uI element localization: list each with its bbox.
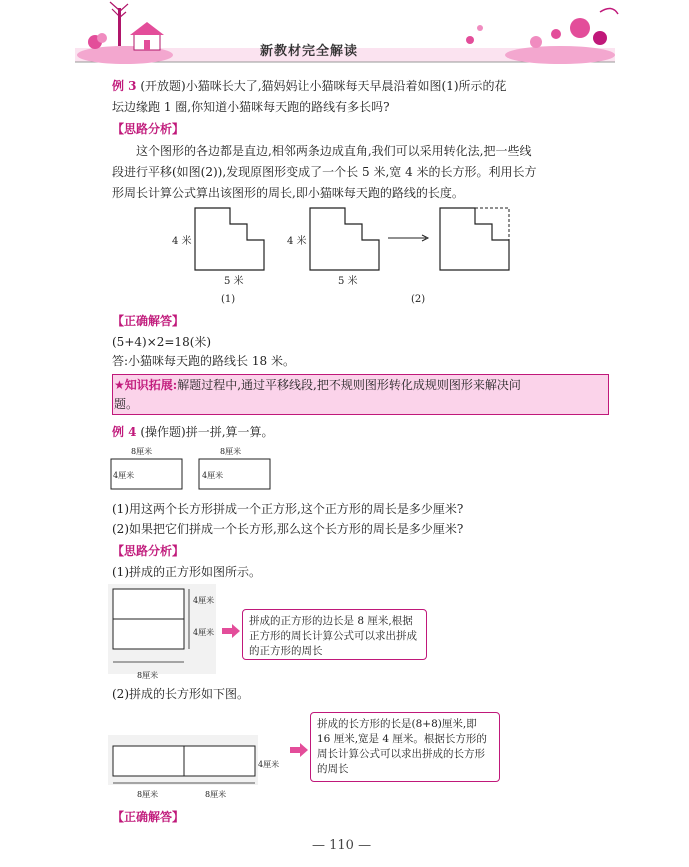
- example4-q1: (1)用这两个长方形拼成一个正方形,这个正方形的周长是多少厘米?: [112, 502, 464, 516]
- analysis1-line3: 形周长计算公式算出该图形的周长,即小猫咪每天跑的路线的长度。: [112, 186, 464, 200]
- example3-label: 例 3: [112, 79, 137, 93]
- rectangle-figure: [108, 735, 268, 795]
- fig1-height-label: 4 米: [172, 236, 192, 247]
- analysis1-heading: 【思路分析】: [112, 122, 185, 136]
- square-side-label-2: 4厘米: [193, 628, 215, 637]
- figure2-result-shape: [440, 208, 509, 270]
- example4-label: 例 4: [112, 425, 137, 439]
- header-decoration: [0, 0, 689, 72]
- rectangle-bottom-label-1: 8厘米: [137, 790, 159, 799]
- knowledge-label: 知识拓展:: [124, 378, 178, 392]
- analysis2-sub1: (1)拼成的正方形如图所示。: [112, 565, 261, 579]
- note2-arrow-icon: [290, 743, 310, 757]
- figure1-shape: [195, 208, 264, 270]
- rectangle-bottom-label-2: 8厘米: [205, 790, 227, 799]
- header-title: 新教材完全解读: [260, 44, 359, 59]
- analysis1-text: [112, 141, 612, 204]
- page-number: — 110 —: [312, 838, 372, 853]
- rectangle-right-part: [184, 746, 255, 776]
- answer1-formula: (5+4)×2=18(米): [112, 335, 212, 349]
- fig2-height-label: 4 米: [287, 236, 307, 247]
- square-side-label-1: 4厘米: [193, 596, 215, 605]
- rectangle-side-label: 4厘米: [258, 760, 280, 769]
- house-tree-illustration: [77, 2, 173, 64]
- fig-caption-2: (2): [411, 294, 426, 305]
- note1-arrow-icon: [222, 624, 242, 638]
- rectangle-left-part: [113, 746, 184, 776]
- square-top-rect: [113, 589, 184, 619]
- knowledge-line2: 题。: [114, 397, 139, 411]
- example4-header: [112, 422, 274, 443]
- knowledge-line1: 解题过程中,通过平移线段,把不规则图形转化成规则图形来解决问: [177, 378, 521, 392]
- example3-text-line2: 坛边缘跑 1 圈,你知道小猫咪每天跑的路线有多长吗?: [112, 100, 390, 114]
- rect-b-width: 8厘米: [220, 447, 242, 456]
- fig-caption-1: (1): [221, 294, 236, 305]
- answer1-heading: 【正确解答】: [112, 314, 185, 328]
- knowledge-text: [114, 376, 606, 414]
- example4-text: 拼一拼,算一算。: [185, 425, 274, 439]
- rect-b-height: 4厘米: [202, 471, 224, 480]
- rect-a-width: 8厘米: [131, 447, 153, 456]
- answer1-conclusion: 答:小猫咪每天跑的路线长 18 米。: [112, 354, 295, 368]
- rect-a-height: 4厘米: [113, 471, 135, 480]
- figure-garden-path: [160, 200, 540, 310]
- square-bottom-rect: [113, 619, 184, 649]
- example3-block: [112, 76, 612, 118]
- analysis2-heading: 【思路分析】: [112, 544, 185, 558]
- figure2-shape: [310, 208, 379, 270]
- square-bottom-label: 8厘米: [137, 671, 159, 680]
- fig1-width-label: 5 米: [224, 276, 244, 287]
- answer2-heading: 【正确解答】: [112, 810, 185, 824]
- example4-tag: (操作题): [140, 425, 186, 439]
- analysis1-line1: 这个图形的各边都是直边,相邻两条边成直角,我们可以采用转化法,把一些线: [136, 144, 532, 158]
- example4-q2: (2)如果把它们拼成一个长方形,那么这个长方形的周长是多少厘米?: [112, 522, 464, 536]
- analysis1-line2: 段进行平移(如图(2)),发现原图形变成了一个长 5 米,宽 4 米的长方形。利用长方: [112, 165, 537, 179]
- example3-text-line1: 小猫咪长大了,猫妈妈让小猫咪每天早晨沿着如图(1)所示的花: [185, 79, 507, 93]
- note1-box: 拼成的正方形的边长是 8 厘米,根据正方形的周长计算公式可以求出拼成的正方形的周长: [242, 609, 427, 660]
- fig2-width-label: 5 米: [338, 276, 358, 287]
- example3-tag: (开放题): [140, 79, 186, 93]
- knowledge-star-icon: ★: [114, 378, 125, 392]
- analysis2-sub2: (2)拼成的长方形如下图。: [112, 687, 249, 701]
- note2-box: 拼成的长方形的长是(8+8)厘米,即 16 厘米,宽是 4 厘米。根据长方形的周长计算公式可以求出拼成的长方形的周长: [310, 712, 500, 782]
